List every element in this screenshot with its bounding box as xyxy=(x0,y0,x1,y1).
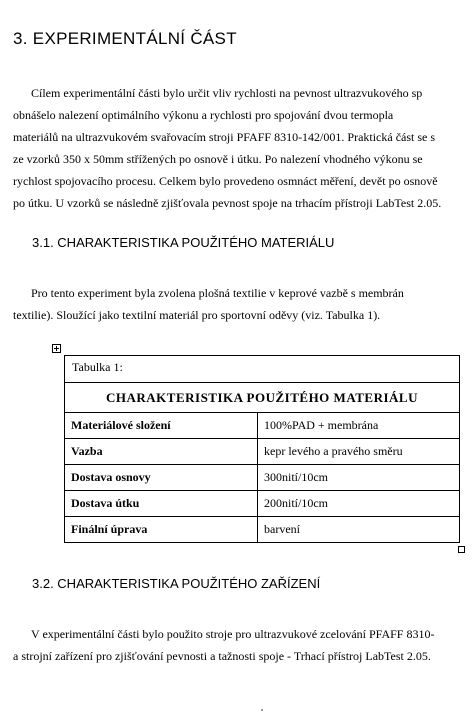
section-heading-material: 3.1. CHARAKTERISTIKA POUŽITÉHO MATERIÁLU xyxy=(32,235,335,250)
table-row xyxy=(65,517,460,543)
row-value: barvení xyxy=(258,517,460,543)
row-key: Materiálové složení xyxy=(65,413,258,439)
table-move-handle-icon[interactable] xyxy=(52,344,61,353)
row-key: Finální úprava xyxy=(65,517,258,543)
material-line: textilie). Sloužící jako textilní materiál pro sportovní oděvy (viz. Tabulka 1). xyxy=(13,308,381,322)
row-value: 300nití/10cm xyxy=(258,465,460,491)
section-heading-device: 3.2. CHARAKTERISTIKA POUŽITÉHO ZAŘÍZENÍ xyxy=(32,576,321,591)
table-caption: Tabulka 1: xyxy=(64,355,460,383)
row-key: Dostava osnovy xyxy=(65,465,258,491)
intro-line: rychlost spojovacího procesu. Celkem bylo provedeno osmnáct měření, devět po osnově xyxy=(13,174,438,188)
row-value: kepr levého a pravého směru xyxy=(258,439,460,465)
table-row xyxy=(65,439,460,465)
material-table xyxy=(64,382,460,543)
intro-line: po útku. U vzorků se následně zjišťovala pevnost spoje na trhacím přístroji LabTest 2.05. xyxy=(13,196,442,210)
table-header: CHARAKTERISTIKA POUŽITÉHO MATERIÁLU xyxy=(65,383,460,413)
row-value: 200nití/10cm xyxy=(258,491,460,517)
table-row xyxy=(65,465,460,491)
material-line: Pro tento experiment byla zvolena plošná textilie v keprové vazbě s membrán xyxy=(31,286,404,300)
row-value: 100%PAD + membrána xyxy=(258,413,460,439)
row-key: Dostava útku xyxy=(65,491,258,517)
intro-line: obnášelo nalezení optimálního výkonu a rychlosti pro spojování dvou termopla xyxy=(13,108,394,122)
device-line: a strojní zařízení pro zjišťování pevnosti a tažnosti spoje - Trhací přístroj LabTest 2.05. xyxy=(13,649,431,663)
table-row xyxy=(65,413,460,439)
table-resize-handle[interactable] xyxy=(458,546,465,553)
intro-line: ze vzorků 350 x 50mm střížených po osnově i útku. Po nalezení vhodného výkonu se xyxy=(13,152,423,166)
device-line: V experimentální části bylo použito stroje pro ultrazvukové zcelování PFAFF 8310- xyxy=(31,627,435,641)
row-key: Vazba xyxy=(65,439,258,465)
table-row xyxy=(65,491,460,517)
chapter-heading: 3. EXPERIMENTÁLNÍ ČÁST xyxy=(13,29,237,48)
page-marker xyxy=(261,709,263,711)
intro-line: Cílem experimentální části bylo určit vliv rychlosti na pevnost ultrazvukového sp xyxy=(31,86,423,100)
intro-line: materiálů na ultrazvukovém svařovacím stroji PFAFF 8310-142/001. Praktická část se s xyxy=(13,130,436,144)
